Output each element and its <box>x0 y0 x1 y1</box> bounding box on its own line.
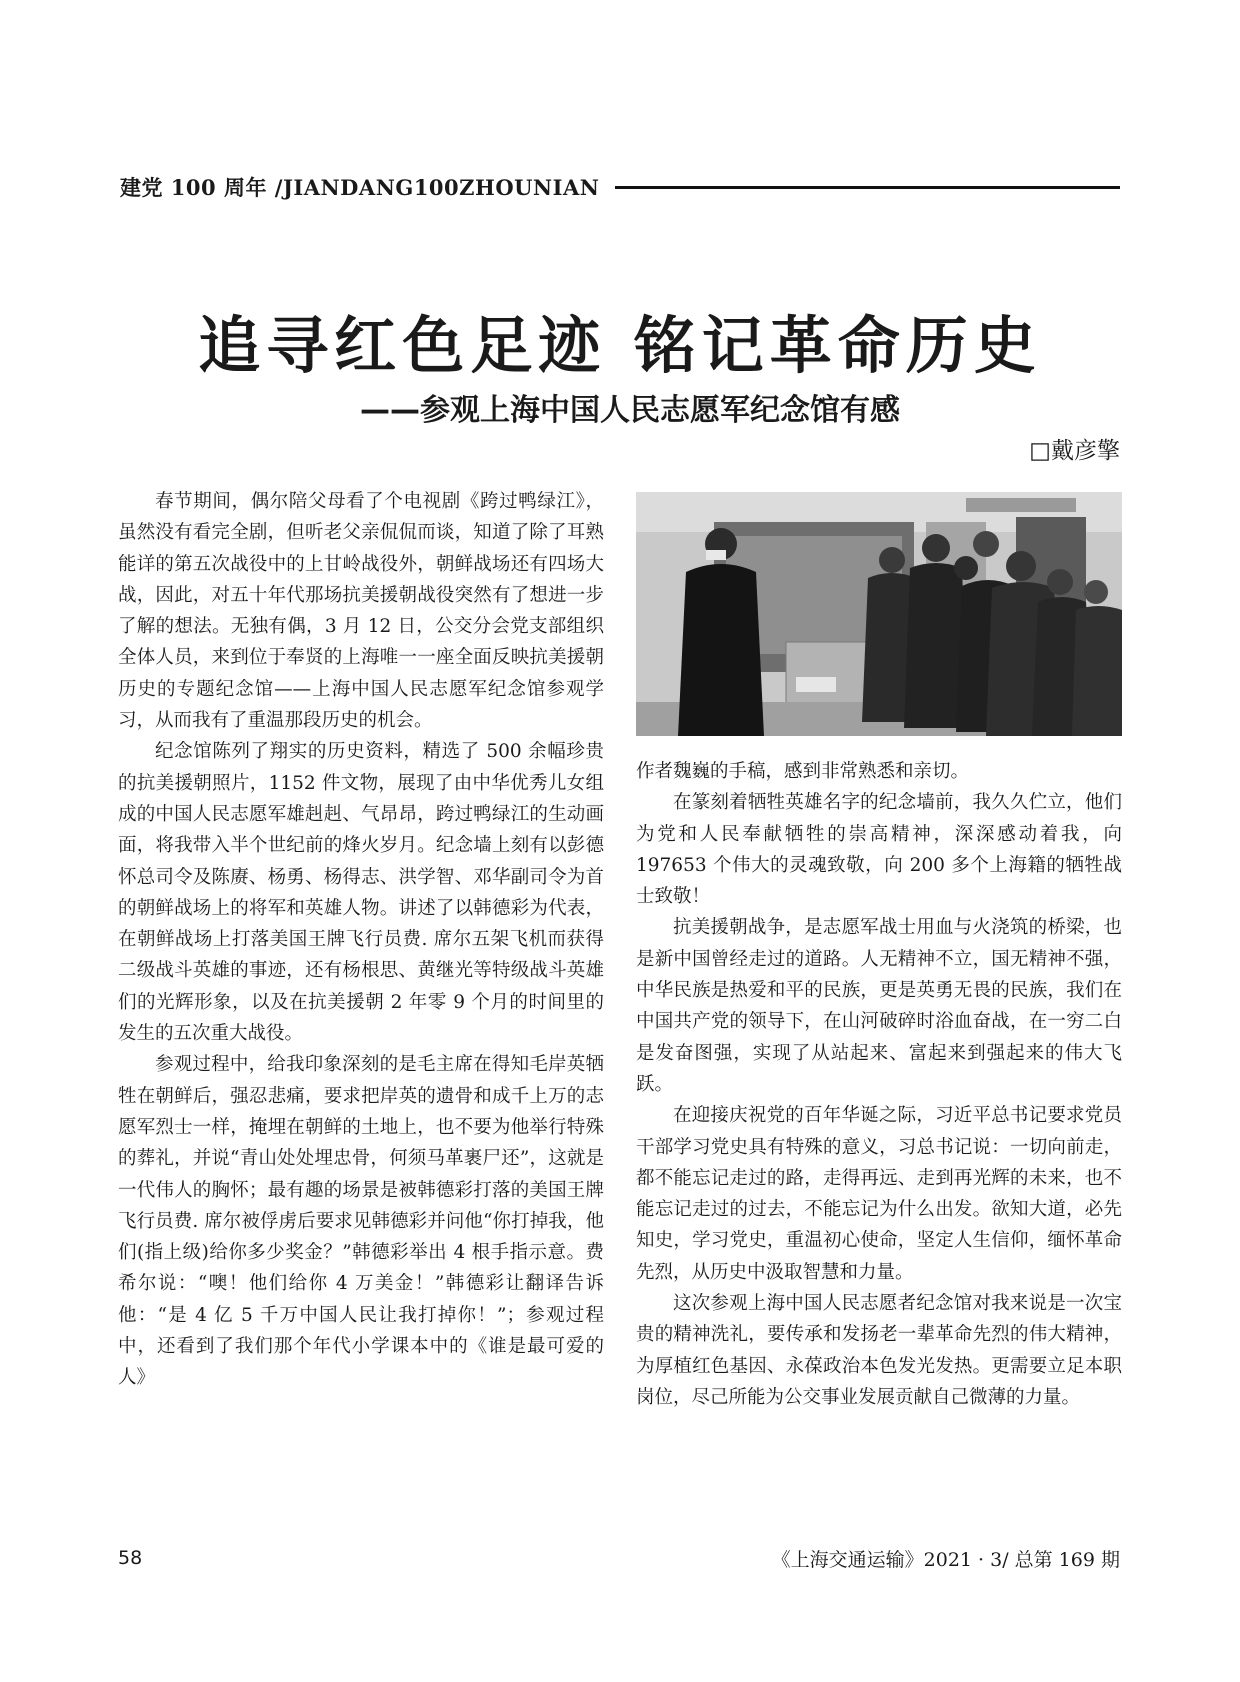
paragraph: 在篆刻着牺牲英雄名字的纪念墙前，我久久伫立，他们为党和人民奉献牺牲的崇高精神，深深感动着我，向 197653 个伟大的灵魂致敬，向 200 多个上海籍的牺牲战士致敬！ <box>636 792 1122 908</box>
paragraph: 抗美援朝战争，是志愿军战士用血与火浇筑的桥梁，也是新中国曾经走过的道路。人无精神不立，国无精神不强，中华民族是热爱和平的民族，更是英勇无畏的民族，我们在中国共产党的领导下，在山河破碎时浴血奋战，在一穷二白是发奋图强，实现了从站起来、富起来到强起来的伟大飞跃。 <box>636 917 1122 1095</box>
paragraph-continuation: 作者魏巍的手稿，感到非常熟悉和亲切。 <box>636 761 970 782</box>
left-column <box>118 486 604 1394</box>
section-label: 建党 100 周年 /JIANDANG100ZHOUNIAN <box>120 175 600 200</box>
page-number: 58 <box>118 1547 143 1569</box>
paragraph: 参观过程中，给我印象深刻的是毛主席在得知毛岸英牺牲在朝鲜后，强忍悲痛，要求把岸英的遗骨和成千上万的志愿军烈士一样，掩埋在朝鲜的土地上，也不要为他举行特殊的葬礼，并说“青山处处埋忠骨，何须马革裹尸还”，这就是一代伟人的胸怀；最有趣的场景是被韩德彩打落的美国王牌飞行员费. 席尔被俘虏后要求见韩德彩并问他“你打掉我，他们(指上级)给你多少奖金？”韩德彩举出 4 根手指示意。费希尔说：“噢！他们给你 4 万美金！”韩德彩让翻译告诉他：“是 4 亿 5 千万中国人民让我打掉你！”；参观过程中，还看到了我们那个年代小学课本中的《谁是最可爱的人》 <box>118 1054 604 1389</box>
right-column <box>636 756 1122 1413</box>
paragraph: 在迎接庆祝党的百年华诞之际，习近平总书记要求党员干部学习党史具有特殊的意义，习总书记说：一切向前走，都不能忘记走过的路，走得再远、走到再光辉的未来，也不能忘记走过的过去，不能忘记为什么出发。欲知大道，必先知史，学习党史，重温初心使命，坚定人生信仰，缅怀革命先烈，从历史中汲取智慧和力量。 <box>636 1105 1122 1283</box>
article-title: 追寻红色足迹 铭记革命历史 <box>198 309 1042 382</box>
paragraph: 这次参观上海中国人民志愿者纪念馆对我来说是一次宝贵的精神洗礼，要传承和发扬老一辈革命先烈的伟大精神，为厚植红色基因、永葆政治本色发光发热。更需要立足本职岗位，尽己所能为公交事业发展贡献自己微薄的力量。 <box>636 1293 1122 1408</box>
article-subtitle: ——参观上海中国人民志愿军纪念馆有感 <box>360 393 900 428</box>
journal-footer: 《上海交通运输》2021 · 3/ 总第 169 期 <box>771 1549 1120 1571</box>
article-author: □戴彦擎 <box>1029 438 1120 464</box>
header-rule <box>615 186 1120 189</box>
paragraph: 春节期间，偶尔陪父母看了个电视剧《跨过鸭绿江》，虽然没有看完全剧，但听老父亲侃侃而谈，知道了除了耳熟能详的第五次战役中的上甘岭战役外，朝鲜战场还有四场大战，因此，对五十年代那场抗美援朝战役突然有了想进一步了解的想法。无独有偶，3 月 12 日，公交分会党支部组织全体人员，来到位于奉贤的上海唯一一座全面反映抗美援朝历史的专题纪念馆——上海中国人民志愿军纪念馆参观学习，从而我有了重温那段历史的机会。 <box>118 491 604 732</box>
exhibition-photo <box>636 492 1122 736</box>
section-header <box>120 172 1120 202</box>
paragraph: 纪念馆陈列了翔实的历史资料，精选了 500 余幅珍贵的抗美援朝照片，1152 件文物，展现了由中华优秀儿女组成的中国人民志愿军雄赳赳、气昂昂，跨过鸭绿江的生动画面，将我带入半个世纪前的烽火岁月。纪念墙上刻有以彭德怀总司令及陈赓、杨勇、杨得志、洪学智、邓华副司令为首的朝鲜战场上的将军和英雄人物。讲述了以韩德彩为代表，在朝鲜战场上打落美国王牌飞行员费. 席尔五架飞机而获得二级战斗英雄的事迹，还有杨根思、黄继光等特级战斗英雄们的光辉形象，以及在抗美援朝 2 年零 9 个月的时间里的发生的五次重大战役。 <box>118 741 604 1045</box>
